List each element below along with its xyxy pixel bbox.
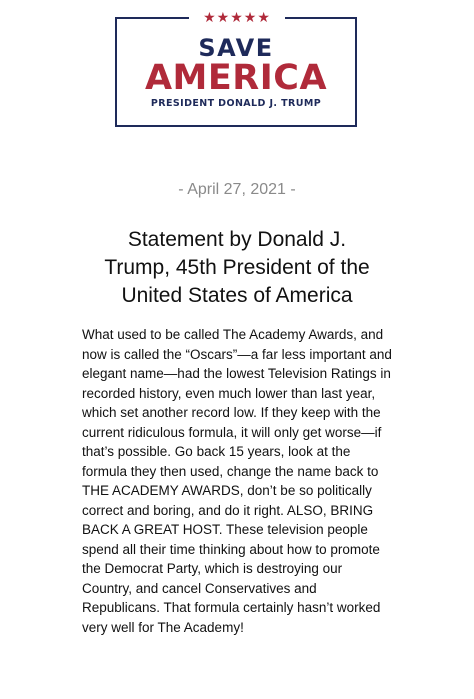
- body-line: the Democrat Party, which is destroying our: [82, 561, 343, 576]
- logo-president-text: PRESIDENT DONALD J. TRUMP: [150, 98, 322, 109]
- body-line: BACK A GREAT HOST. These television people: [82, 522, 368, 537]
- stars-icon: ★★★★★: [189, 9, 285, 25]
- body-line: that’s possible. Go back 15 years, look at the: [82, 444, 351, 459]
- body-line: now is called the “Oscars”—a far less important and: [82, 346, 392, 362]
- statement-body: [82, 325, 400, 637]
- body-line: THE ACADEMY AWARDS, don’t be so politically: [82, 483, 372, 498]
- statement-date: - April 27, 2021 -: [178, 181, 296, 198]
- body-line: correct and boring, and do it right. ALSO, BRING: [82, 502, 374, 518]
- body-line: which set another record low. If they keep with the: [82, 405, 381, 420]
- body-line: spend all their time thinking about how to promote: [82, 541, 380, 557]
- logo-america-text: AMERICA: [144, 58, 328, 98]
- body-line: Republicans. That formula certainly hasn’t worked: [82, 600, 381, 615]
- body-line: Country, and cancel Conservatives and: [82, 580, 317, 596]
- body-line: very well for The Academy!: [82, 619, 244, 635]
- body-line: recorded history, even much lower than last year,: [82, 385, 376, 401]
- body-line: elegant name—had the lowest Television Ratings in: [82, 366, 391, 381]
- body-line: What used to be called The Academy Awards, and: [82, 327, 384, 342]
- statement-headline: Statement by Donald J. Trump, 45th President of the United States of America: [104, 228, 370, 307]
- body-line: formula they then used, change the name back to: [82, 463, 379, 479]
- body-line: current ridiculous formula, it will only get worse—if: [82, 424, 382, 440]
- logo-save-text: SAVE: [198, 34, 274, 62]
